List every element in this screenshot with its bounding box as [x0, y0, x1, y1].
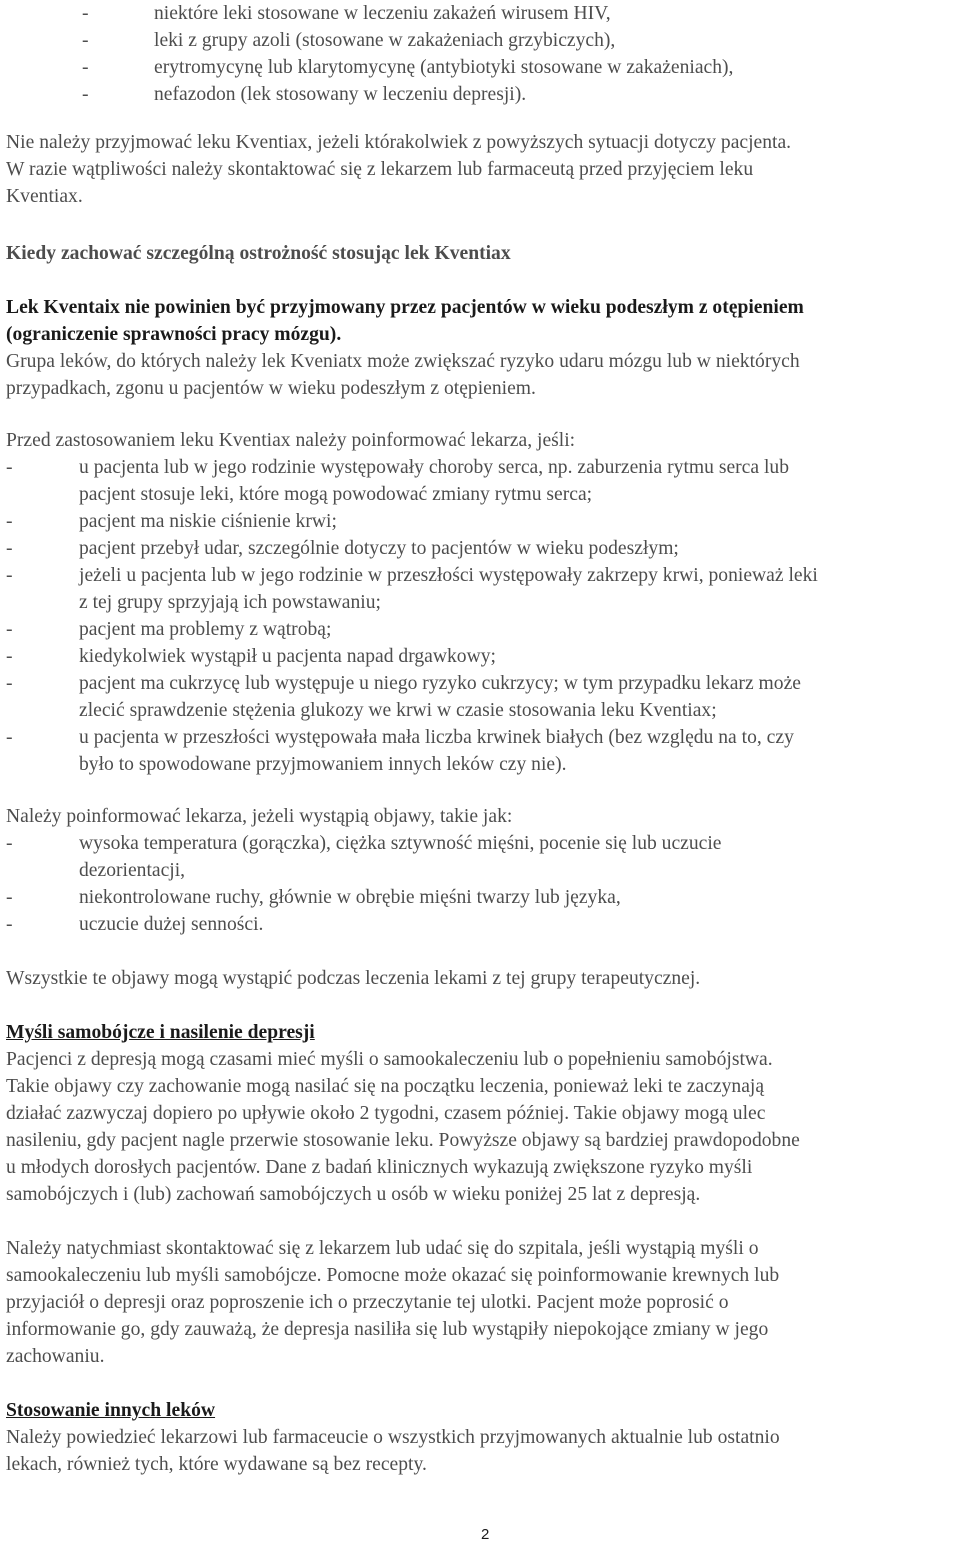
paragraph-line: Grupa leków, do których należy lek Kveniatx może zwiększać ryzyko udaru mózgu lub w niektórych [6, 351, 800, 372]
list-dash: - [6, 538, 13, 559]
list-item: jeżeli u pacjenta lub w jego rodzinie w przeszłości występowały zakrzepy krwi, ponieważ leki [79, 565, 818, 586]
list-dash: - [6, 565, 13, 586]
list-item: pacjent przebył udar, szczególnie dotyczy to pacjentów w wieku podeszłym; [79, 538, 679, 559]
list-dash: - [82, 30, 89, 51]
list-item-continued: z tej grupy sprzyjają ich powstawaniu; [79, 592, 381, 613]
paragraph-line: W razie wątpliwości należy skontaktować się z lekarzem lub farmaceutą przed przyjęciem leku [6, 159, 754, 180]
list-intro: Należy poinformować lekarza, jeżeli wystąpią objawy, takie jak: [6, 806, 513, 827]
paragraph-line: Należy powiedzieć lekarzowi lub farmaceucie o wszystkich przyjmowanych aktualnie lub ostatnio [6, 1427, 780, 1448]
list-item-continued: dezorientacji, [79, 860, 186, 881]
paragraph-line: Należy natychmiast skontaktować się z lekarzem lub udać się do szpitala, jeśli wystąpią myśli o [6, 1238, 759, 1259]
paragraph-line: informowanie go, gdy zauważą, że depresja nasiliła się lub wystąpiły niepokojące zmiany w jego [6, 1319, 769, 1340]
paragraph-line: Pacjenci z depresją mogą czasami mieć myśli o samookaleczeniu lub o popełnieniu samobójstwa. [6, 1049, 773, 1070]
list-dash: - [82, 57, 89, 78]
paragraph-line: przyjaciół o depresji oraz poproszenie ich o przeczytanie tej ulotki. Pacjent może poprosić o [6, 1292, 729, 1313]
bold-warning-line: (ograniczenie sprawności pracy mózgu). [6, 324, 342, 345]
list-item: u pacjenta w przeszłości występowała mała liczba krwinek białych (bez względu na to, czy [79, 727, 794, 748]
list-dash: - [6, 914, 13, 935]
list-item: leki z grupy azoli (stosowane w zakażeniach grzybiczych), [154, 30, 616, 51]
list-item-continued: zlecić sprawdzenie stężenia glukozy we krwi w czasie stosowania leku Kventiax; [79, 700, 717, 721]
bold-warning-line: Lek Kventaix nie powinien być przyjmowany przez pacjentów w wieku podeszłym z otępieniem [6, 297, 804, 318]
list-dash: - [6, 673, 13, 694]
list-dash: - [6, 887, 13, 908]
list-dash: - [6, 457, 13, 478]
list-item: u pacjenta lub w jego rodzinie występowały choroby serca, np. zaburzenia rytmu serca lub [79, 457, 790, 478]
list-item: pacjent ma niskie ciśnienie krwi; [79, 511, 337, 532]
list-item: kiedykolwiek wystąpił u pacjenta napad drgawkowy; [79, 646, 496, 667]
list-dash: - [82, 3, 89, 24]
list-dash: - [6, 646, 13, 667]
paragraph-line: nasileniu, gdy pacjent nagle przerwie stosowanie leku. Powyższe objawy są bardziej prawdopodobne [6, 1130, 800, 1151]
list-item: uczucie dużej senności. [79, 914, 264, 935]
list-dash: - [6, 511, 13, 532]
page-number: 2 [481, 1526, 490, 1543]
section-heading: Stosowanie innych leków [6, 1400, 216, 1421]
list-dash: - [6, 727, 13, 748]
paragraph-line: lekach, również tych, które wydawane są bez recepty. [6, 1454, 427, 1475]
list-dash: - [82, 84, 89, 105]
paragraph-line: przypadkach, zgonu u pacjentów w wieku podeszłym z otępieniem. [6, 378, 536, 399]
list-item: pacjent ma problemy z wątrobą; [79, 619, 332, 640]
section-heading: Myśli samobójcze i nasilenie depresji [6, 1022, 315, 1043]
paragraph-line: Takie objawy czy zachowanie mogą nasilać się na początku leczenia, ponieważ leki te zaczynają [6, 1076, 765, 1097]
list-item: niekontrolowane ruchy, głównie w obrębie mięśni twarzy lub języka, [79, 887, 621, 908]
paragraph-line: Wszystkie te objawy mogą wystąpić podczas leczenia lekami z tej grupy terapeutycznej. [6, 968, 701, 989]
section-heading: Kiedy zachować szczególną ostrożność stosując lek Kventiax [6, 243, 511, 264]
list-item: niektóre leki stosowane w leczeniu zakażeń wirusem HIV, [154, 3, 611, 24]
list-intro: Przed zastosowaniem leku Kventiax należy poinformować lekarza, jeśli: [6, 430, 576, 451]
list-dash: - [6, 833, 13, 854]
list-item: pacjent ma cukrzycę lub występuje u niego ryzyko cukrzycy; w tym przypadku lekarz może [79, 673, 801, 694]
paragraph-line: działać zazwyczaj dopiero po upływie około 2 tygodni, czasem później. Takie objawy mogą ulec [6, 1103, 766, 1124]
paragraph-line: samookaleczeniu lub myśli samobójcze. Pomocne może okazać się poinformowanie krewnych lub [6, 1265, 780, 1286]
paragraph-line: zachowaniu. [6, 1346, 105, 1367]
paragraph-line: samobójczych i (lub) zachowań samobójczych u osób w wieku poniżej 25 lat z depresją. [6, 1184, 701, 1205]
list-item: wysoka temperatura (gorączka), ciężka sztywność mięśni, pocenie się lub uczucie [79, 833, 722, 854]
list-item: erytromycynę lub klarytomycynę (antybiotyki stosowane w zakażeniach), [154, 57, 734, 78]
list-item-continued: pacjent stosuje leki, które mogą powodować zmiany rytmu serca; [79, 484, 593, 505]
paragraph-line: Kventiax. [6, 186, 83, 207]
list-item-continued: było to spowodowane przyjmowaniem innych leków czy nie). [79, 754, 567, 775]
list-item: nefazodon (lek stosowany w leczeniu depresji). [154, 84, 527, 105]
paragraph-line: u młodych dorosłych pacjentów. Dane z badań klinicznych wykazują zwiększone ryzyko myśli [6, 1157, 753, 1178]
paragraph-line: Nie należy przyjmować leku Kventiax, jeżeli którakolwiek z powyższych sytuacji dotyczy pacjenta. [6, 132, 792, 153]
list-dash: - [6, 619, 13, 640]
